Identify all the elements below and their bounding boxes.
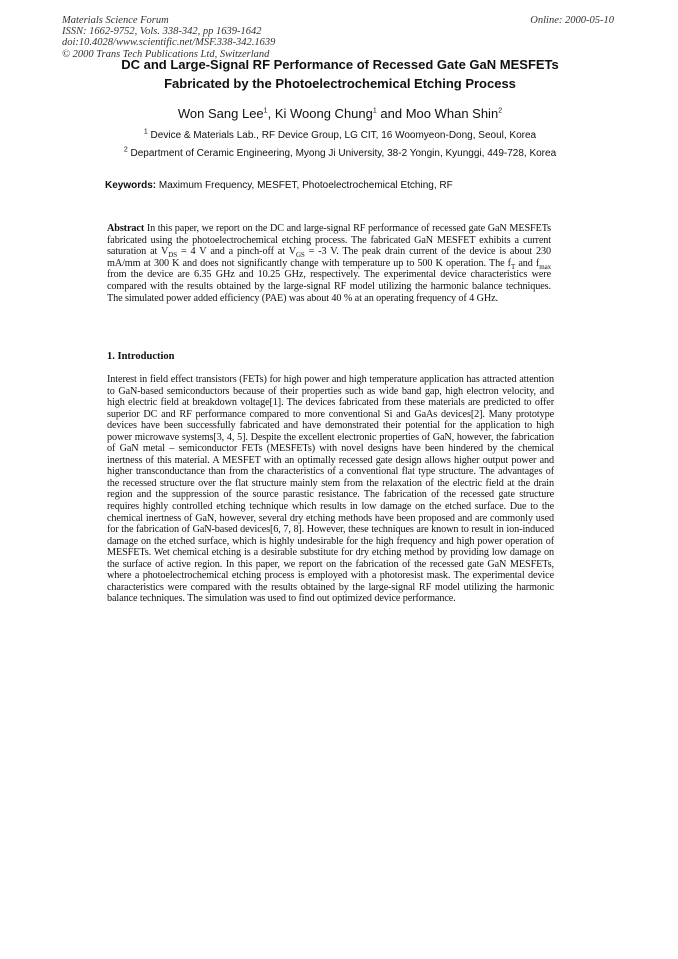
copyright-line: © 2000 Trans Tech Publications Ltd, Switzerland	[62, 48, 270, 60]
affiliation-2	[80, 148, 600, 159]
author-name: Ki Woong Chung	[274, 106, 373, 121]
paper-title	[90, 60, 590, 92]
affiliation-1	[80, 130, 600, 141]
author-separator: ,	[267, 106, 275, 121]
section-heading-introduction: 1. Introduction	[107, 351, 175, 362]
affiliation-marker: 1	[372, 107, 377, 115]
abstract-text: from the device are 6.35 GHz and 10.25 GHz, respectively. The experimental device characteristics were compared with the results obtained by the large-signal RF model utilizing the harmonic balance techniques. The simulated power added efficiency (PAE) was about 40 % at an operating frequency of 4 GHz.	[107, 269, 551, 304]
title-line-1: DC and Large-Signal RF Performance of Recessed Gate GaN MESFETs	[121, 60, 559, 72]
keywords	[105, 180, 453, 191]
abstract-paragraph	[107, 223, 551, 304]
abstract-text: and f	[515, 257, 540, 269]
subscript: T	[510, 262, 516, 271]
subscript: GS	[295, 251, 305, 260]
author-separator: and	[376, 106, 406, 121]
affiliation-marker: 2	[498, 107, 503, 115]
author-list	[90, 106, 590, 121]
abstract-text: = 4 V and a pinch-off at V	[177, 246, 296, 258]
keywords-label: Keywords:	[105, 180, 157, 191]
abstract-text: = -3 V. The peak drain current of the device is about 230 mA/mm at 300 K and does not significantly change with temperature up to 500 K operation. The f	[107, 246, 551, 269]
affiliation-marker: 1	[263, 107, 268, 115]
author-name: Won Sang Lee	[177, 106, 264, 121]
issn-line: ISSN: 1662-9752, Vols. 338-342, pp 1639-1642	[62, 26, 262, 38]
subscript: DS	[168, 251, 178, 260]
journal-header	[62, 15, 275, 60]
affiliation-number: 1	[143, 128, 148, 136]
affiliation-text: Device & Materials Lab., RF Device Group, LG CIT, 16 Woomyeon-Dong, Seoul, Korea	[147, 130, 537, 141]
abstract-text: In this paper, we report on the DC and large-signal RF performance of recessed gate GaN MESFETs fabricated using the photoelectrochemical etching process. The fabricated GaN MESFET exhibits a current saturation at V	[107, 223, 551, 258]
affiliation-text: Department of Ceramic Engineering, Myong Ji University, 38-2 Yongin, Kyunggi, 449-728, Korea	[127, 148, 557, 159]
title-line-2: Fabricated by the Photoelectrochemical Etching Process	[164, 76, 516, 91]
author-name: Moo Whan Shin	[405, 106, 499, 121]
keywords-text: Maximum Frequency, MESFET, Photoelectrochemical Etching, RF	[156, 180, 453, 191]
doi-link[interactable]: doi:10.4028/www.scientific.net/MSF.338-342.1639	[62, 37, 276, 49]
introduction-paragraph: Interest in field effect transistors (FETs) for high power and high temperature application has attracted attention to GaN-based semiconductors because of their properties such as wide band gap, high electron velocity, and high electric field at breakdown voltage[1]. The devices fabricated from these materials are predicted to offer superior DC and RF performance compared to more conventional Si and GaAs devices[2]. Many prototype devices have been successfully fabricated and have demonstrated their potential for the application to high power microwave systems[3, 4, 5]. Despite the excellent electronic properties of GaN, however, the fabrication of GaN metal – semiconductor FETs (MESFETs) with novel designs have been hindered by the chemical inertness of this material. A MESFET with an optimally recessed gate design allows higher output power and higher transconductance than from the characteristics of a conventional flat type structure. The advantages of the recessed structure over the flat structure mainly stem from the relaxation of the electric field at the drain region and the suppression of the source parastic resistance. The fabrication of the recessed gate structure requires highly controlled etching technique which results in low damage on the etched surface. Due to the chemical inertness of GaN, however, several dry etching methods have been proposed and are commonly used for the fabrication of GaN-based devices[6, 7, 8]. However, these techniques are known to result in ion-induced damage on the etched surface, which is highly undesirable for the high frequency and high power operation of MESFETs. Wet chemical etching is a desirable substitute for dry etching method by providing low damage on the surface of active region. In this paper, we report on the fabrication of the recessed gate GaN MESFETs, where a photoelectrochemical etching process is employed with a photoresist mask. The experimental device characteristics were compared with the results obtained by the large-signal RF model utilizing the harmonic balance techniques. The simulation was used to find out optimized device performance.	[107, 374, 554, 605]
abstract-label: Abstract	[107, 223, 145, 234]
affiliation-number: 2	[123, 146, 128, 154]
online-date: Online: 2000-05-10	[530, 15, 614, 26]
journal-name: Materials Science Forum	[62, 15, 169, 26]
subscript: max	[539, 262, 551, 271]
